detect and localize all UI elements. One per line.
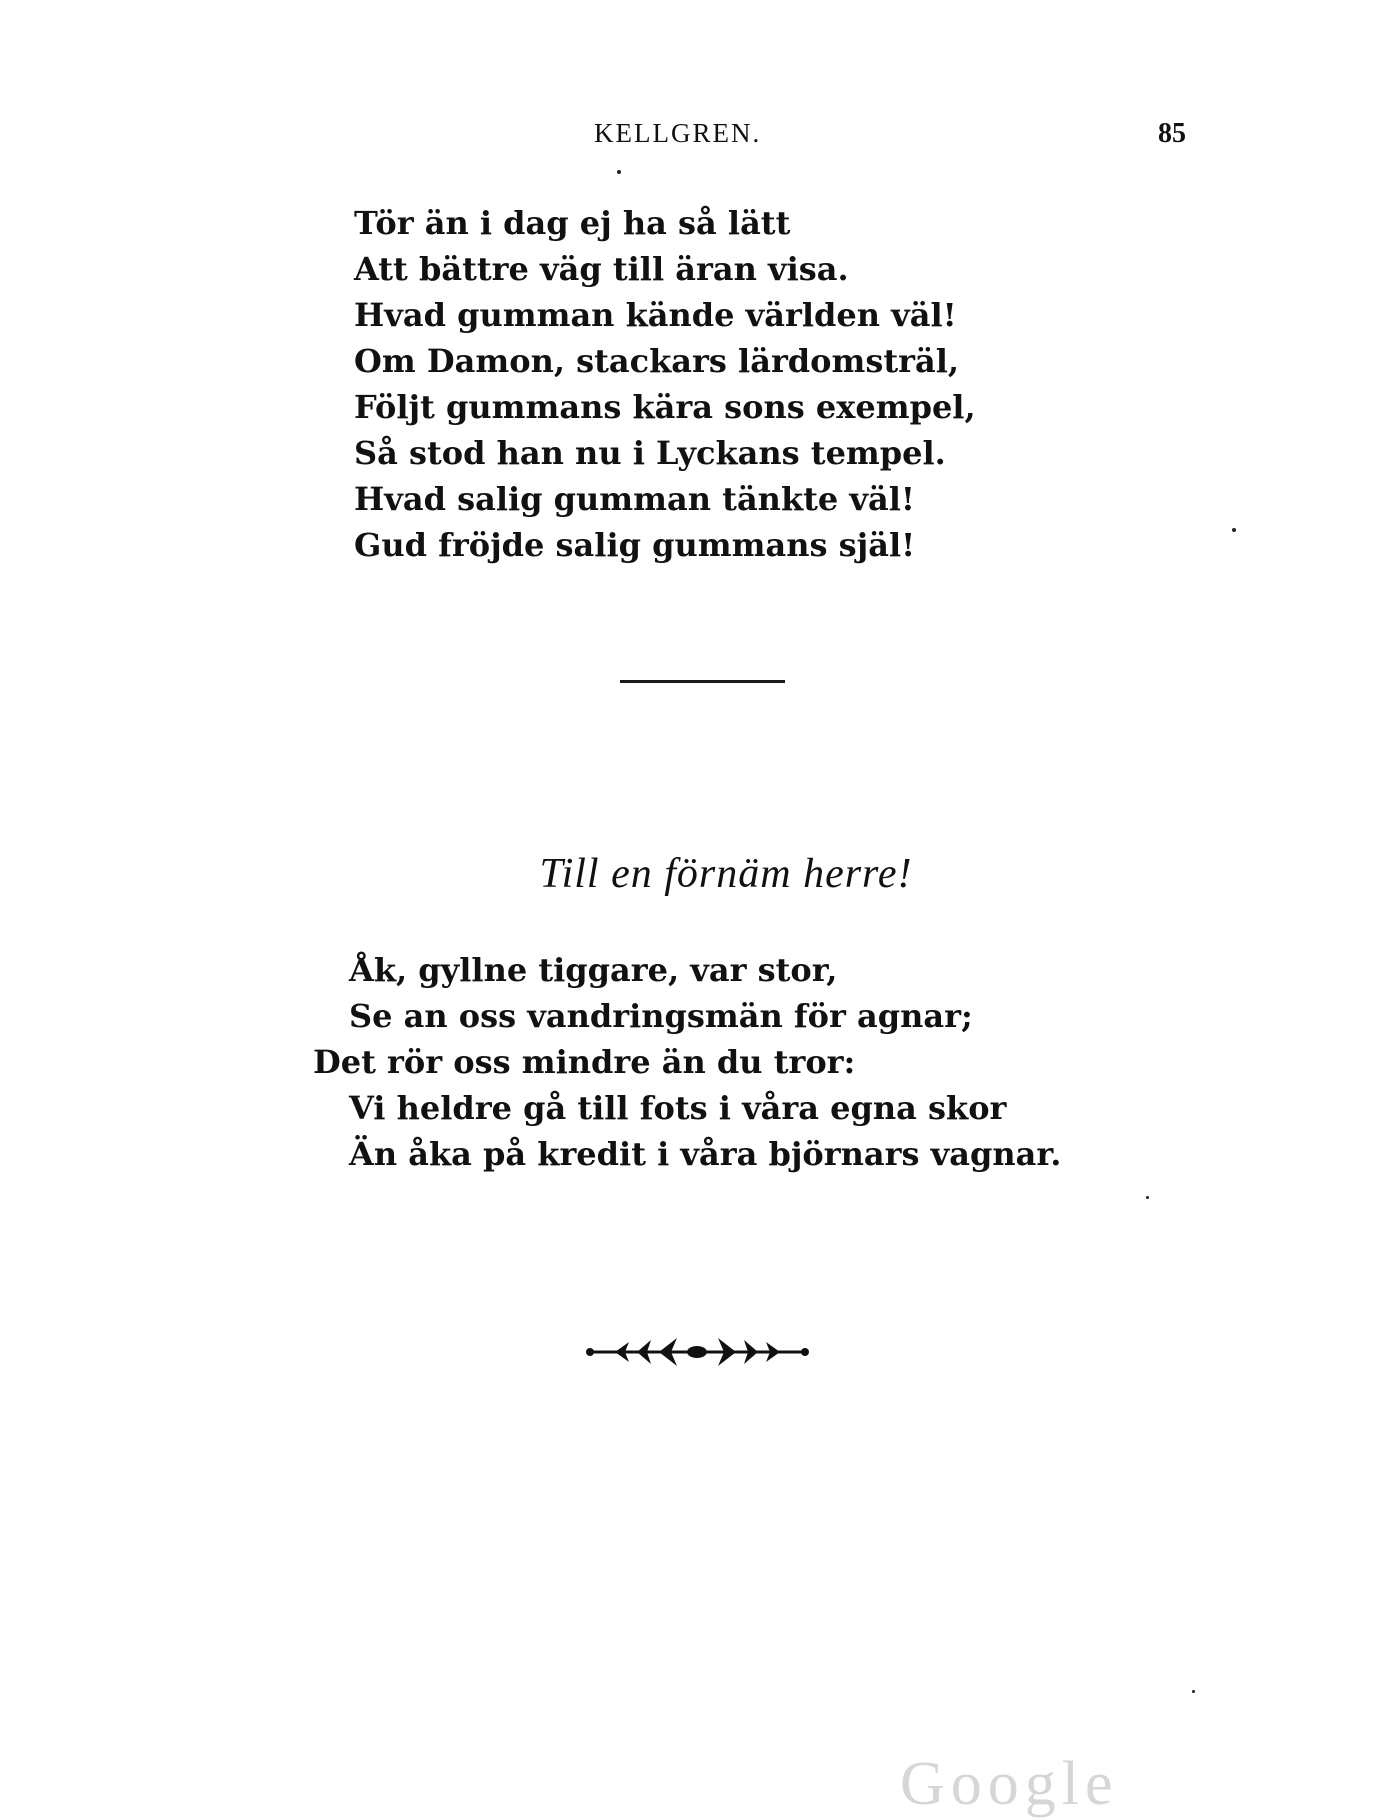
stanza-continuation — [354, 200, 976, 568]
verse-line: Se an oss vandringsmän för agnar; — [349, 997, 973, 1035]
verse-line: Så stod han nu i Lyckans tempel. — [354, 434, 946, 472]
verse-line: Hvad salig gumman tänkte väl! — [354, 480, 915, 518]
verse-line: Hvad gumman kände världen väl! — [354, 296, 957, 334]
print-speck — [617, 170, 621, 174]
verse-line: Gud fröjde salig gummans själ! — [354, 526, 916, 564]
verse-line: Än åka på kredit i våra björnars vagnar. — [349, 1135, 1062, 1173]
verse-line: Följt gummans kära sons exempel, — [354, 388, 976, 426]
print-speck — [1192, 1690, 1195, 1693]
tailpiece-ornament-icon — [585, 1334, 810, 1370]
verse-line: Åk, gyllne tiggare, var stor, — [349, 951, 838, 989]
poem-title: Till en förnäm herre! — [539, 851, 913, 897]
google-watermark: Google — [900, 1750, 1119, 1818]
running-head: KELLGREN. — [594, 118, 762, 148]
print-speck — [1232, 528, 1236, 532]
verse-line: Tör än i dag ej ha så lätt — [354, 204, 791, 242]
poem-stanza — [313, 947, 1061, 1177]
verse-line: Vi heldre gå till fots i våra egna skor — [349, 1089, 1007, 1127]
verse-line: Om Damon, stackars lärdomsträl, — [354, 342, 960, 380]
section-separator-rule — [620, 680, 785, 683]
verse-line: Det rör oss mindre än du tror: — [313, 1043, 856, 1081]
page-number: 85 — [1158, 118, 1186, 149]
print-speck — [1146, 1196, 1149, 1199]
verse-line: Att bättre väg till äran visa. — [354, 250, 849, 288]
